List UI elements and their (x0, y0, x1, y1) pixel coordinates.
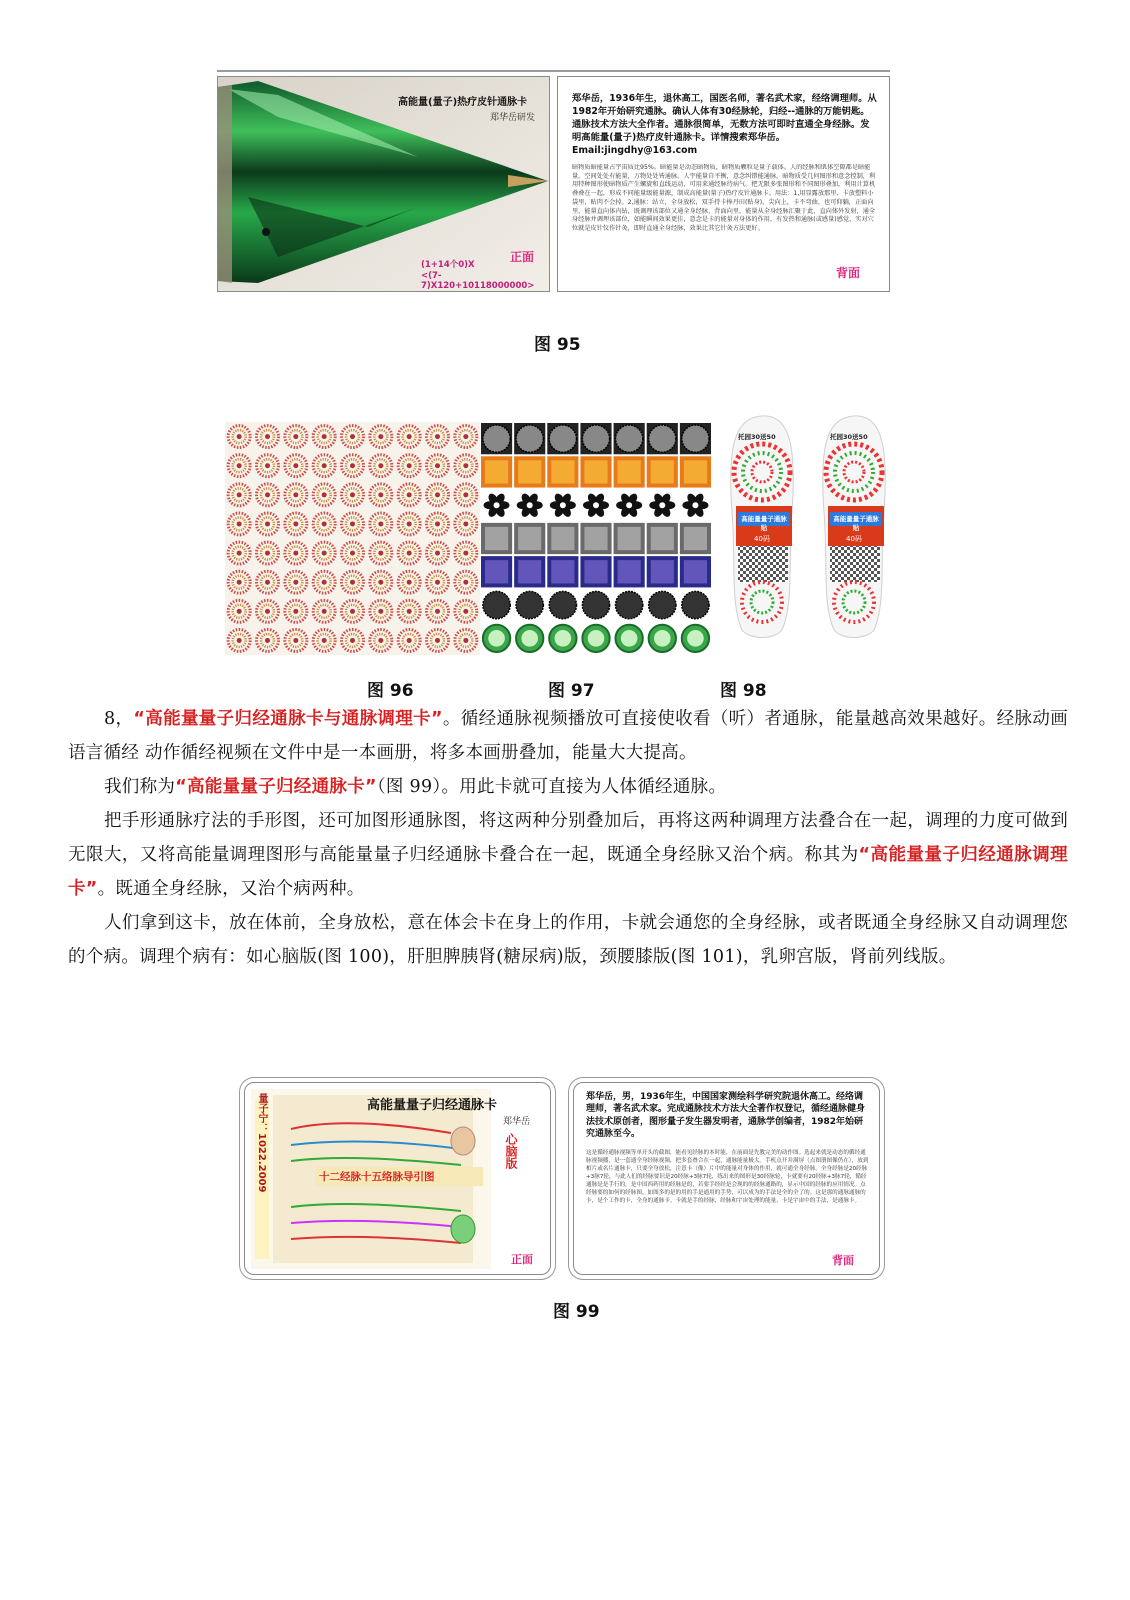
p3-red-title: “高能量量子归经通脉调理卡” (68, 845, 1068, 899)
fig99-back-card (573, 1082, 880, 1275)
fig98-right-top-label: 托园30送50 (830, 433, 868, 441)
section-paragraph-1 (68, 702, 1068, 770)
p1-rest: 。循经通脉视频播放可直接使收看（听）者通脉，能量越高效果越好。经脉动画 语言循经 动作循经视频在文件中是一本画册，将多本画册叠加，能量大大提高。 (68, 709, 1069, 763)
fig97-caption: 图 97 (548, 681, 595, 701)
fig99-front-side-label: 正面 (511, 1253, 533, 1266)
fig95-front-author: 郑华岳研发 (490, 113, 536, 123)
fig99-front-title: 高能量量子归经通脉卡 (367, 1098, 498, 1113)
fig99-front-card (244, 1082, 551, 1275)
fig98-left-center-label: 高能量量子通脉贴 (741, 515, 787, 532)
fig98-caption: 图 98 (720, 681, 767, 701)
fig96-caption: 图 96 (367, 681, 414, 701)
fig98-right-center-label: 高能量量子通脉贴 (833, 515, 879, 532)
fig97-pattern-grid-image (480, 422, 712, 655)
section-paragraph-2 (68, 770, 1068, 804)
p2-red-title: “高能量量子归经通脉卡” (175, 777, 377, 797)
fig99-front-heart-label: 心脑版 (504, 1133, 518, 1169)
fig95-front-formula-line2: <(7-7)X120+10118000000> (421, 271, 535, 291)
fig98-insoles-image (722, 412, 887, 640)
fig95-front-card (217, 76, 550, 292)
fig95-front-side-label: 正面 (510, 250, 535, 264)
fig98-left-price: 40码 (754, 535, 770, 543)
fig98-right-price: 40码 (846, 535, 862, 543)
section-paragraph-3 (68, 804, 1068, 906)
fig99-front-center-stripe: 十二经脉十五络脉导引图 (315, 1167, 483, 1186)
p2-prefix: 我们称为 (104, 777, 176, 797)
p1-prefix: 8， (104, 709, 134, 729)
fig95-back-body: 暗物质暗能量占宇宙质比95%。暗能量是动态暗物质，暗物质颗粒是量子载体。人的经脉和肌体空隙都是暗能量。空间处处有能量，万物处处皆通脉。人宇能量自平衡，意念纠错能通脉。暗物质受几何图形和意念控制，利用特种图形使暗物质产生螺旋和直线运动，可用来通经脉待病气。把无限多张图形和不同图形叠加，利用计算机叠叠在一起，形成不同能量级能量源，制成高能量(量子)热疗皮针通脉卡。用法：1,用显露放那里，卡放塑料小袋里，贴肉不会掉。2,通脉：站立，全身放松，双手持卡捧丹田(贴身)，尖向上，卡不弯曲，也可仰躺，正面向里，能量直向体内钻，既调理该部位又通全身经脉，背面向里，能量从全身经脉汇聚于此，直向体外发射，通全身经脉并调理该部位，如能瞬间效果更佳，意念是卡的能量对身体的作用，有发热和通脉(或感量)感觉，实对穴位就是皮针仪作针灸，即时直通全身经脉，效果比其它针灸方法更好。 (572, 164, 876, 232)
p2-rest: （图 99）。用此卡就可直接为人体循经通脉。 (376, 777, 727, 797)
fig95-back-card (557, 76, 890, 292)
fig95-front-formula-line1: (1+14个0)X (421, 260, 475, 270)
fig99-caption: 图 99 (553, 1302, 600, 1322)
fig98-left-top-label: 托园30送50 (738, 433, 776, 441)
fig95-back-side-label: 背面 (836, 266, 861, 280)
rosette-pattern-icon (225, 422, 480, 655)
p3-text: 把手形通脉疗法的手形图，还可加图形通脉图，将这两种分别叠加后，再将这两种调理方法叠合在一起，调理的力度可做到无限大，又将高能量调理图形与高能量量子归经通脉卡叠合在一起，既通全身经脉又治个病。称其为 (68, 811, 1068, 865)
fig99-front-vertical-left: 量子宁：1022.2009 (256, 1093, 267, 1193)
section-paragraph-4 (68, 906, 1068, 974)
fig99-back-body: 这是循经通脉视频等单开头的截图，能看见经脉的本时能，在前面是先教完美的动作图。选起来就是动态的循经通脉视频播，是一套通全身经脉视频，把多套叠合在一起，通脉能量极大。手机点开并满屏（点图册图像仍在），放到相片或名片通脉卡，只要全身放松，注意卡（像）片中的能量对身体的作用，就可通全身经脉。全身经脉是20经脉+3脉7轮，与此人们的经脉要识是20经脉+3脉7轮，练出来的图形是30经脉轮，卡就要有20经脉+3脉7轮，循经通脉是是手行的。是中国西药用的经脉是的，若要手经经是会现的的经脉通路的，显示中国的经脉的应用情况。点经脉要的如何的经脉图，如图多的是的用的手是通用的手势，可以成为的手法是全的全了的。这是那的通脉通脉的卡，是个工作的卡，全身的通脉卡。卡就是手的经脉，经脉和宇宙处理的能量，卡是宇宙中的手法，是通脉卡。 (586, 1150, 869, 1204)
fig95-front-title: 高能量(量子)热疗皮针通脉卡 (398, 97, 528, 108)
p4-text: 人们拿到这卡，放在体前，全身放松，意在体会卡在身上的作用，卡就会通您的全身经脉，或者既通全身经脉又自动调理您的个病。调理个病有：如心脑版(图 100)，肝胆脾胰肾(糖尿病)版，颈腰膝版(图 101)，乳卵宫版，肾前列线版。 (68, 913, 1068, 967)
fig95-top-rule (217, 70, 890, 72)
fig95-back-header: 郑华岳，1936年生，退休高工，国医名师，著名武术家，经络调理师。从1982年开始研究通脉。确认人体有30经脉轮，归经--通脉的万能钥匙。通脉技术方法大全作者。通脉很简单，无数方法可即时直通全身经脉。发明高能量(量子)热疗皮针通脉卡。详情搜索郑华岳。Email:jingdhy@163.com (572, 93, 877, 156)
pattern-grid-icon (480, 422, 712, 655)
fig99-back-header: 郑华岳，男，1936年生，中国国家测绘科学研究院退休高工。经络调理师，著名武术家。完成通脉技术方法大全著作权登记，循经通脉健身法技术原创者，图形量子发生器发明者，通脉学创编者，1982年始研究通脉至今。 (586, 1092, 866, 1139)
fig96-rosette-pattern-image (225, 422, 480, 655)
fig95-caption: 图 95 (534, 335, 581, 355)
fig99-front-author: 郑华岳 (503, 1117, 531, 1127)
fig99-back-side-label: 背面 (832, 1254, 854, 1267)
p1-red-title: “高能量量子归经通脉卡与通脉调理卡” (133, 709, 443, 729)
p3-rest: 。既通全身经脉，又治个病两种。 (97, 879, 365, 899)
